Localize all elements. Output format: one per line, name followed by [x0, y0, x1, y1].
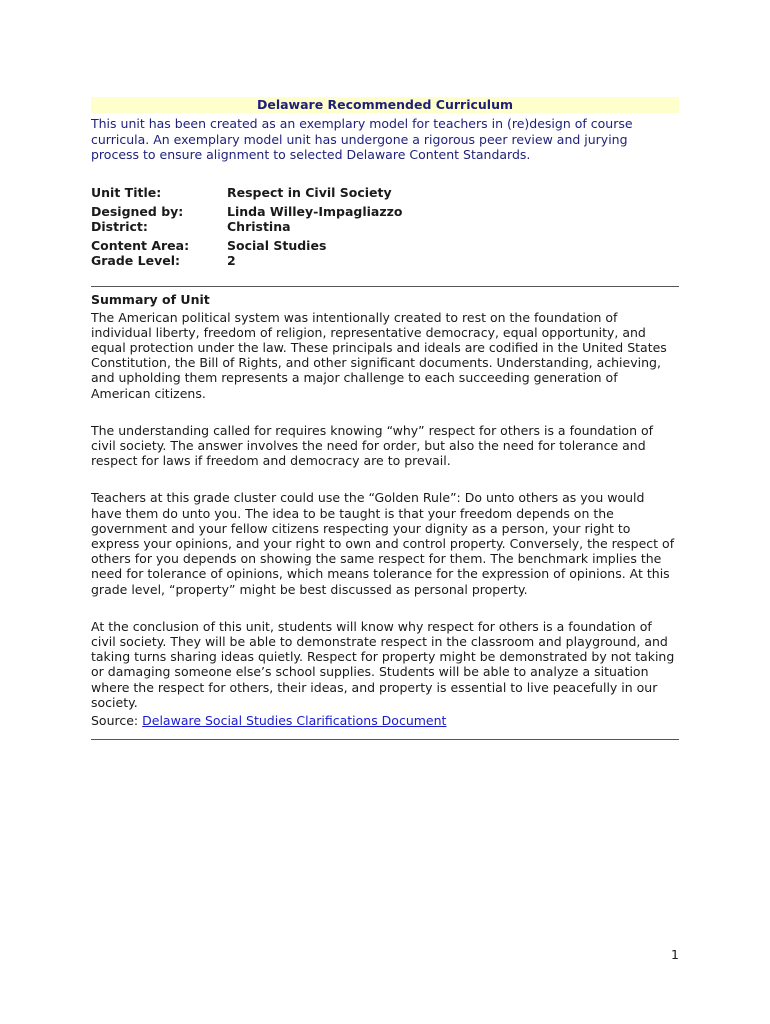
- page-number: 1: [671, 947, 679, 962]
- source-label: Source:: [91, 712, 139, 728]
- section-divider-top: [91, 286, 679, 287]
- summary-paragraph-4: At the conclusion of this unit, students will know why respect for others is a foundation of civil society. They will be able to demonstrate respect in the classroom and playground, and taking turns sharing ideas quietly. Respect for property might be demonstrated by not taking or damaging someone else’s school supplies. Students will be able to analyze a situation where the respect for others, their ideas, and property is essential to live peacefully in our society.: [91, 618, 675, 710]
- summary-paragraph-2: The understanding called for requires knowing “why” respect for others is a foundation of civil society. The answer involves the need for order, but also the need for tolerance and respect for laws if freedom and democracy are to prevail.: [91, 422, 654, 469]
- source-line: [91, 713, 679, 728]
- document-page: [91, 97, 679, 740]
- content-area-value: Social Studies: [227, 237, 327, 253]
- unit-title-value: Respect in Civil Society: [227, 184, 392, 200]
- district-value: Christina: [227, 218, 291, 234]
- section-divider-bottom: [91, 739, 679, 740]
- unit-title-row: [91, 185, 679, 200]
- grade-level-label: Grade Level:: [91, 252, 180, 268]
- unit-info-block: [91, 185, 679, 268]
- summary-paragraph-1: The American political system was intentionally created to rest on the foundation of individual liberty, freedom of religion, representative democracy, equal opportunity, and equal protection under the law. These principals and ideals are codified in the United States Constitution, the Bill of Rights, and other significant documents. Understanding, achieving, and upholding them represents a major challenge to each succeeding generation of American citizens.: [91, 309, 667, 401]
- content-area-label: Content Area:: [91, 237, 190, 253]
- designed-by-row: [91, 204, 679, 219]
- district-row: [91, 219, 679, 234]
- grade-level-row: [91, 253, 679, 268]
- content-area-row: [91, 238, 679, 253]
- curriculum-banner-title: Delaware Recommended Curriculum: [91, 97, 679, 113]
- district-label: District:: [91, 218, 148, 234]
- summary-paragraph-3: Teachers at this grade cluster could use the “Golden Rule”: Do unto others as you would have them do unto you. The idea to be taught is that your freedom depends on the government and your fellow citizens respecting your dignity as a person, your right to express your opinions, and your right to own and control property. Conversely, the respect of others for you depends on showing the same respect for them. The benchmark implies the need for tolerance of opinions, which means tolerance for the expression of opinions. At this grade level, “property” might be best discussed as personal property.: [91, 490, 675, 597]
- summary-heading: Summary of Unit: [91, 291, 210, 307]
- intro-paragraph: This unit has been created as an exemplary model for teachers in (re)design of course curricula. An exemplary model unit has undergone a rigorous peer review and jurying process to ensure alignment to selected Delaware Content Standards.: [91, 116, 633, 162]
- unit-title-label: Unit Title:: [91, 184, 162, 200]
- designed-by-label: Designed by:: [91, 203, 184, 219]
- designed-by-value: Linda Willey-Impagliazzo: [227, 203, 403, 219]
- grade-level-value: 2: [227, 252, 236, 268]
- clarifications-document-link[interactable]: Delaware Social Studies Clarifications Document: [142, 712, 447, 728]
